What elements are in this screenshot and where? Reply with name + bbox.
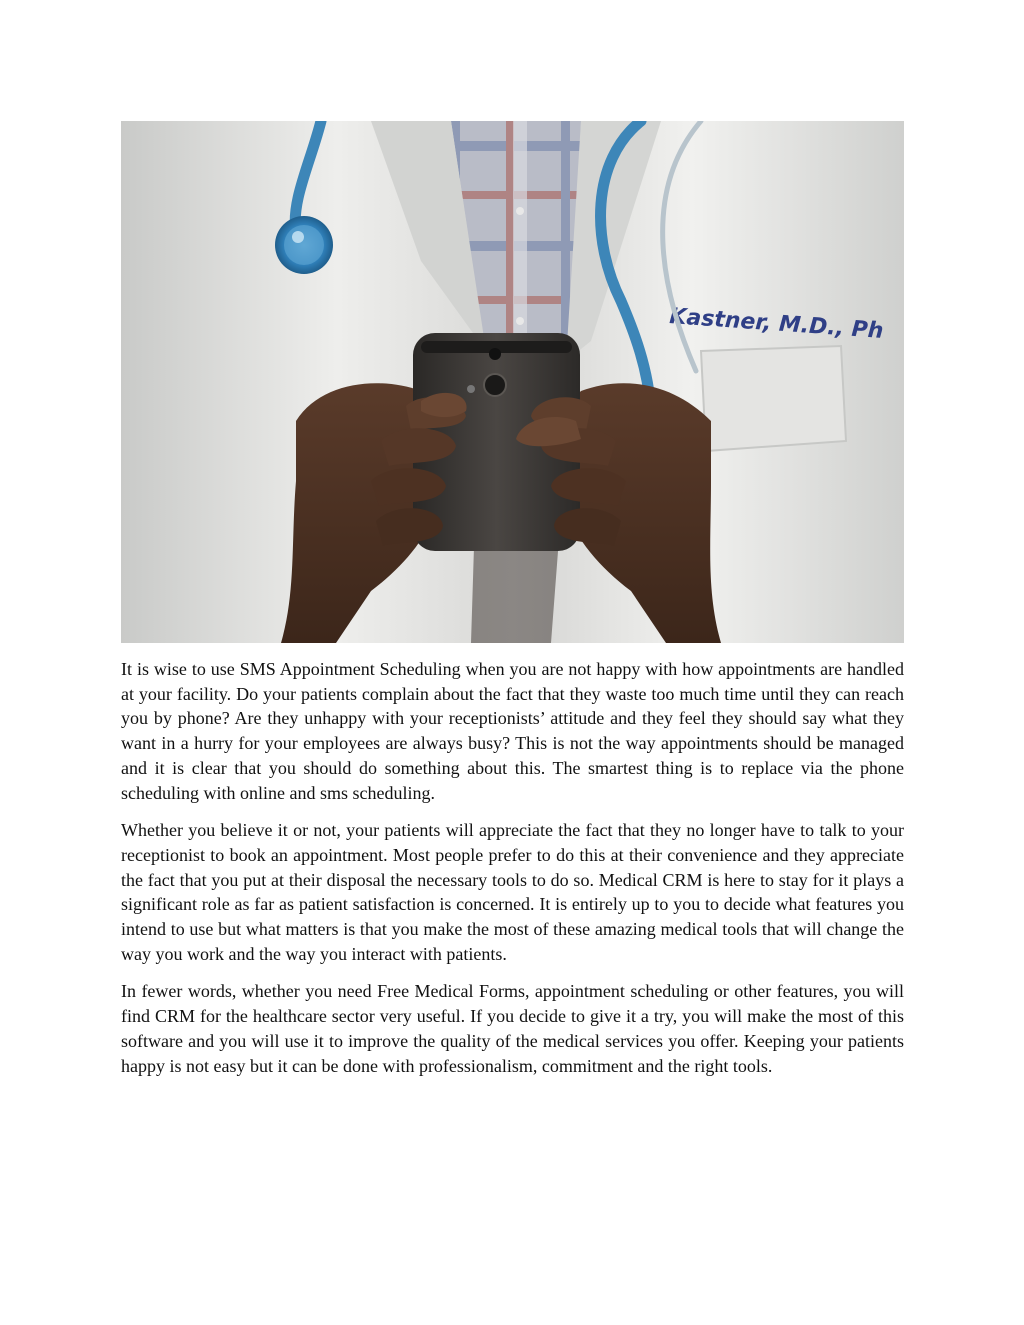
coat-embroidery: Kastner, M.D., Ph — [668, 304, 885, 344]
paragraph-sms-scheduling: It is wise to use SMS Appointment Scheduling when you are not happy with how appointments are handled at your facility. Do your patients complain about the fact that they waste too much time until they can reach you by phone? Are they unhappy with your receptionists’ attitude and they feel they should say what they want in a hurry for your employees are always busy? This is not the way appointments should be managed and it is clear that you should do something about this. The smartest thing is to replace via the phone scheduling with online and sms scheduling. — [121, 659, 904, 803]
paragraph-patient-appreciation: Whether you believe it or not, your patients will appreciate the fact that they no longer have to talk to your receptionist to book an appointment. Most people prefer to do this at their convenience and they appreciate the fact that you put at their disposal the necessary tools to do so. Medical CRM is here to stay for it plays a significant role as far as patient satisfaction is concerned. It is entirely up to you to decide what features you intend to use but what matters is that you make the most of these amazing medical tools that will change the way you work and the way you interact with patients. — [121, 820, 904, 964]
article-body — [121, 657, 904, 1091]
doctor-holding-phone-illustration — [121, 121, 904, 643]
doctor-photo — [121, 121, 904, 643]
paragraph-conclusion: In fewer words, whether you need Free Medical Forms, appointment scheduling or other features, you will find CRM for the healthcare sector very useful. If you decide to give it a try, you will make the most of this software and you will use it to improve the quality of the medical services you offer. Keeping your patients happy is not easy but it can be done with professionalism, commitment and the right tools. — [121, 981, 904, 1076]
